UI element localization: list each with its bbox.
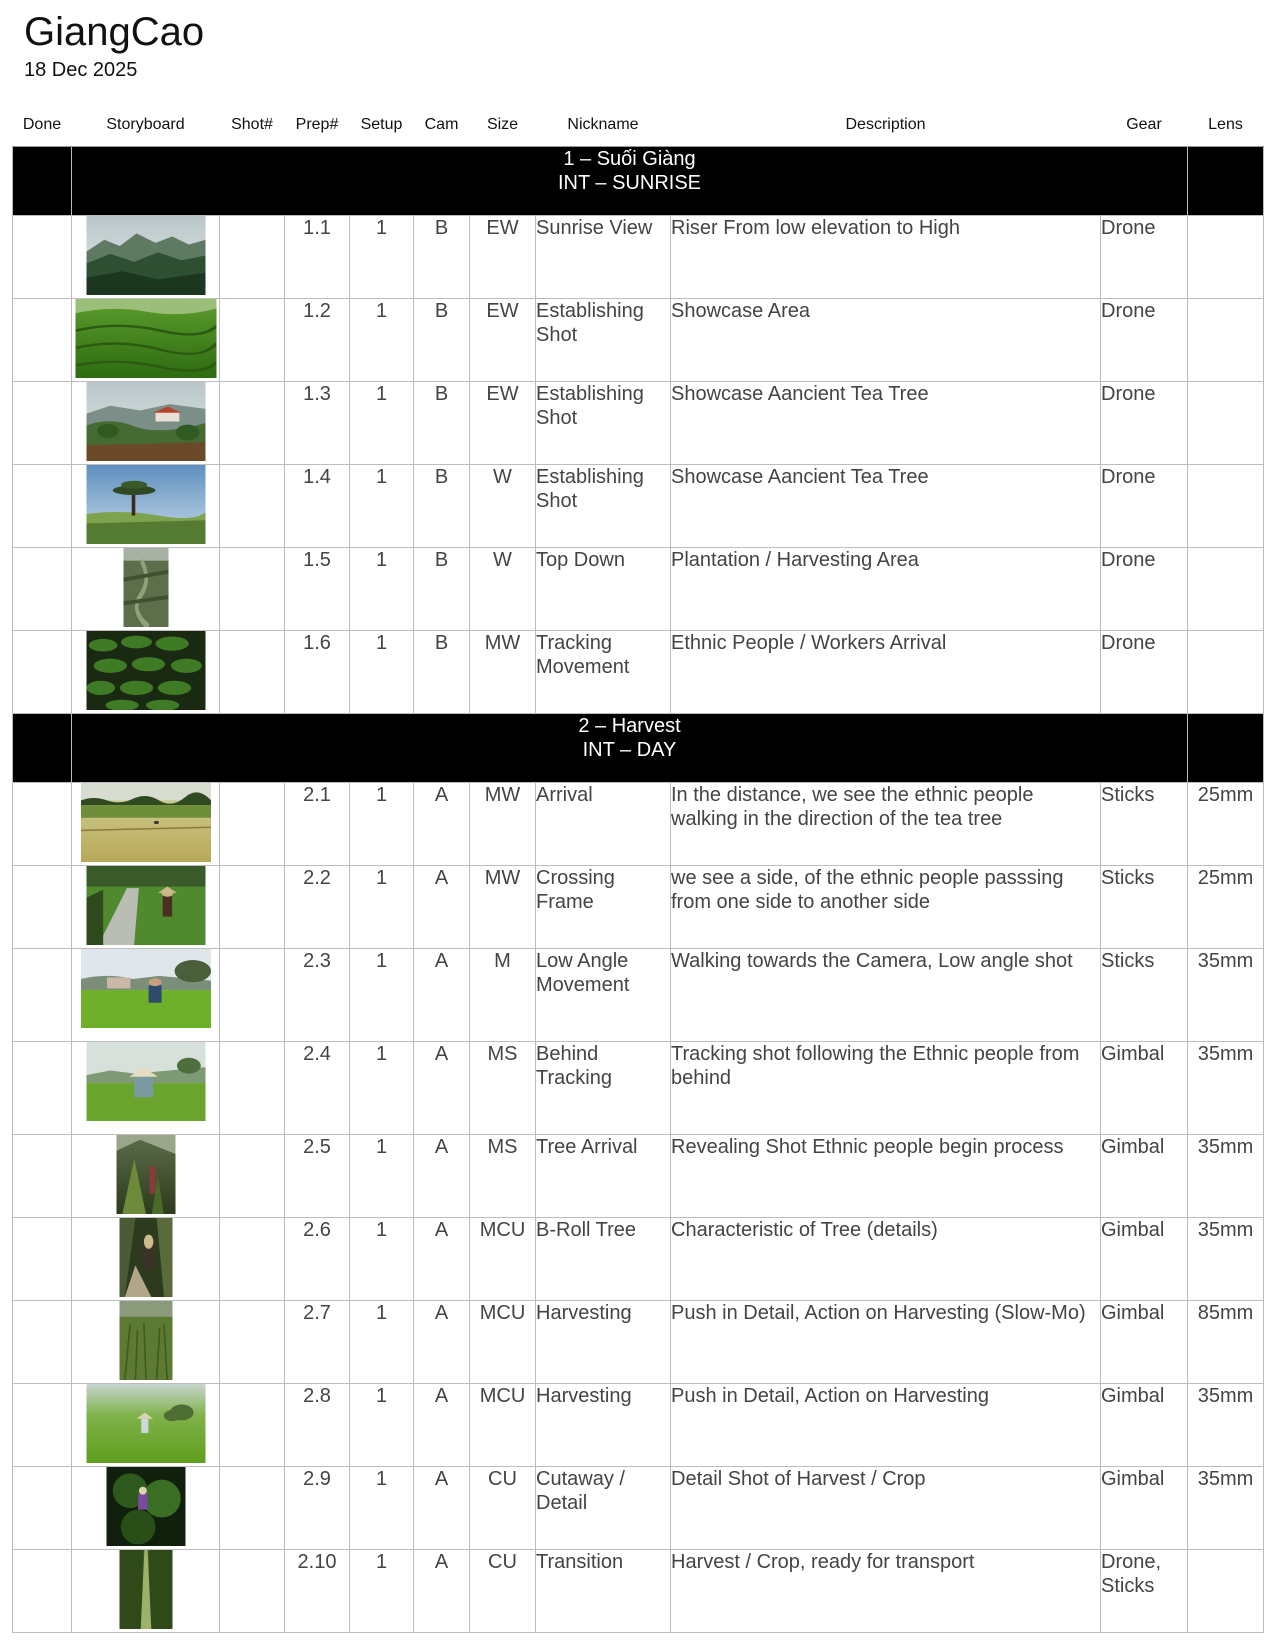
lens-cell	[1188, 465, 1264, 548]
shot-list-table	[12, 104, 1264, 1633]
top-down-path-thumbnail	[123, 548, 168, 627]
setup-cell: 1	[350, 783, 414, 866]
description-cell: Walking towards the Camera, Low angle shot	[671, 949, 1101, 1042]
gear-cell: Gimbal	[1101, 1467, 1188, 1550]
scene-heading: 2 – Harvest	[578, 715, 681, 737]
shot-number-cell	[220, 1384, 285, 1467]
nickname-cell: Transition	[536, 1550, 671, 1633]
size-cell: M	[470, 949, 536, 1042]
transition-path-thumbnail	[119, 1550, 172, 1629]
prep-number-cell: 1.1	[285, 216, 350, 299]
done-checkbox-cell[interactable]	[13, 299, 72, 382]
nickname-cell: Behind Tracking	[536, 1042, 671, 1135]
cam-cell: A	[414, 1301, 470, 1384]
col-header-nickname: Nickname	[536, 104, 671, 147]
gear-cell: Gimbal	[1101, 1218, 1188, 1301]
lens-cell	[1188, 1550, 1264, 1633]
description-cell: Showcase Aancient Tea Tree	[671, 465, 1101, 548]
setup-cell: 1	[350, 1550, 414, 1633]
shot-number-cell	[220, 1301, 285, 1384]
description-cell: Tracking shot following the Ethnic people from behind	[671, 1042, 1101, 1135]
gear-cell: Drone	[1101, 299, 1188, 382]
storyboard-cell	[72, 1135, 220, 1218]
setup-cell: 1	[350, 1301, 414, 1384]
shot-number-cell	[220, 783, 285, 866]
prep-number-cell: 2.5	[285, 1135, 350, 1218]
setup-cell: 1	[350, 1042, 414, 1135]
shot-number-cell	[220, 1467, 285, 1550]
nickname-cell: Establishing Shot	[536, 382, 671, 465]
gear-cell: Gimbal	[1101, 1042, 1188, 1135]
col-header-lens: Lens	[1188, 104, 1264, 147]
storyboard-cell	[72, 1218, 220, 1301]
field-arrival-thumbnail	[81, 783, 211, 862]
lens-cell	[1188, 382, 1264, 465]
size-cell: MCU	[470, 1218, 536, 1301]
storyboard-cell	[72, 299, 220, 382]
lone-tree-thumbnail	[86, 465, 205, 544]
description-cell: Detail Shot of Harvest / Crop	[671, 1467, 1101, 1550]
description-cell: Harvest / Crop, ready for transport	[671, 1550, 1101, 1633]
size-cell: MCU	[470, 1301, 536, 1384]
gear-cell: Sticks	[1101, 783, 1188, 866]
lens-cell: 25mm	[1188, 866, 1264, 949]
description-cell: Push in Detail, Action on Harvesting	[671, 1384, 1101, 1467]
gear-cell: Gimbal	[1101, 1301, 1188, 1384]
done-checkbox-cell[interactable]	[13, 548, 72, 631]
storyboard-cell	[72, 1467, 220, 1550]
nickname-cell: Cutaway / Detail	[536, 1467, 671, 1550]
lens-cell: 35mm	[1188, 1467, 1264, 1550]
col-header-shot: Shot#	[220, 104, 285, 147]
cam-cell: A	[414, 1467, 470, 1550]
cam-cell: B	[414, 382, 470, 465]
lens-cell: 35mm	[1188, 1135, 1264, 1218]
shot-row	[13, 1384, 1264, 1467]
cam-cell: A	[414, 1550, 470, 1633]
nickname-cell: Top Down	[536, 548, 671, 631]
header-row	[13, 104, 1264, 147]
done-checkbox-cell[interactable]	[13, 1301, 72, 1384]
nickname-cell: Tracking Movement	[536, 631, 671, 714]
setup-cell: 1	[350, 1384, 414, 1467]
nickname-cell: Establishing Shot	[536, 465, 671, 548]
cam-cell: B	[414, 548, 470, 631]
crossing-path-thumbnail	[86, 866, 205, 945]
lens-cell: 35mm	[1188, 1384, 1264, 1467]
col-header-size: Size	[470, 104, 536, 147]
lens-cell	[1188, 548, 1264, 631]
behind-tracking-thumbnail	[86, 1042, 205, 1121]
done-checkbox-cell[interactable]	[13, 465, 72, 548]
document-date: 18 Dec 2025	[24, 59, 138, 81]
col-header-gear: Gear	[1101, 104, 1188, 147]
cam-cell: A	[414, 1218, 470, 1301]
done-checkbox-cell[interactable]	[13, 631, 72, 714]
cam-cell: A	[414, 949, 470, 1042]
setup-cell: 1	[350, 465, 414, 548]
done-checkbox-cell[interactable]	[13, 1218, 72, 1301]
shot-row	[13, 299, 1264, 382]
cam-cell: A	[414, 783, 470, 866]
size-cell: EW	[470, 382, 536, 465]
cam-cell: B	[414, 631, 470, 714]
shot-row	[13, 1042, 1264, 1135]
gear-cell: Drone, Sticks	[1101, 1550, 1188, 1633]
shot-row	[13, 548, 1264, 631]
nickname-cell: Harvesting	[536, 1384, 671, 1467]
storyboard-cell	[72, 1301, 220, 1384]
setup-cell: 1	[350, 1218, 414, 1301]
scene-title-cell	[72, 714, 1188, 783]
col-header-setup: Setup	[350, 104, 414, 147]
misty-mountain-thumbnail	[86, 216, 205, 295]
nickname-cell: Crossing Frame	[536, 866, 671, 949]
gear-cell: Drone	[1101, 465, 1188, 548]
description-cell: Ethnic People / Workers Arrival	[671, 631, 1101, 714]
scene-done-cell	[13, 714, 72, 783]
shot-number-cell	[220, 216, 285, 299]
prep-number-cell: 1.3	[285, 382, 350, 465]
cutaway-bush-thumbnail	[106, 1467, 185, 1546]
description-cell: Plantation / Harvesting Area	[671, 548, 1101, 631]
harvesting-detail-thumbnail	[119, 1301, 172, 1380]
b-roll-tree-thumbnail	[119, 1218, 172, 1297]
storyboard-cell	[72, 866, 220, 949]
done-checkbox-cell[interactable]	[13, 1384, 72, 1467]
prep-number-cell: 2.7	[285, 1301, 350, 1384]
setup-cell: 1	[350, 631, 414, 714]
shot-number-cell	[220, 631, 285, 714]
done-checkbox-cell[interactable]	[13, 382, 72, 465]
setup-cell: 1	[350, 548, 414, 631]
done-checkbox-cell[interactable]	[13, 1550, 72, 1633]
description-cell: we see a side, of the ethnic people passsing from one side to another side	[671, 866, 1101, 949]
lens-cell: 35mm	[1188, 949, 1264, 1042]
done-checkbox-cell[interactable]	[13, 949, 72, 1042]
village-tea-trees-thumbnail	[86, 382, 205, 461]
nickname-cell: B-Roll Tree	[536, 1218, 671, 1301]
cam-cell: A	[414, 866, 470, 949]
shot-number-cell	[220, 866, 285, 949]
lens-cell	[1188, 216, 1264, 299]
shot-row	[13, 1467, 1264, 1550]
setup-cell: 1	[350, 216, 414, 299]
shot-row	[13, 382, 1264, 465]
shot-row	[13, 866, 1264, 949]
size-cell: CU	[470, 1550, 536, 1633]
setup-cell: 1	[350, 382, 414, 465]
size-cell: EW	[470, 299, 536, 382]
done-checkbox-cell[interactable]	[13, 783, 72, 866]
prep-number-cell: 2.6	[285, 1218, 350, 1301]
prep-number-cell: 1.6	[285, 631, 350, 714]
lens-cell: 35mm	[1188, 1218, 1264, 1301]
prep-number-cell: 2.1	[285, 783, 350, 866]
storyboard-cell	[72, 1550, 220, 1633]
done-checkbox-cell[interactable]	[13, 866, 72, 949]
scene-lens-cell	[1188, 147, 1264, 216]
storyboard-cell	[72, 382, 220, 465]
prep-number-cell: 2.9	[285, 1467, 350, 1550]
nickname-cell: Establishing Shot	[536, 299, 671, 382]
prep-number-cell: 2.2	[285, 866, 350, 949]
description-cell: Characteristic of Tree (details)	[671, 1218, 1101, 1301]
shot-row	[13, 1550, 1264, 1633]
size-cell: MW	[470, 631, 536, 714]
shot-number-cell	[220, 1218, 285, 1301]
done-checkbox-cell[interactable]	[13, 216, 72, 299]
gear-cell: Sticks	[1101, 949, 1188, 1042]
shot-number-cell	[220, 1550, 285, 1633]
nickname-cell: Low Angle Movement	[536, 949, 671, 1042]
lens-cell	[1188, 631, 1264, 714]
scene-title-cell	[72, 147, 1188, 216]
shot-row	[13, 949, 1264, 1042]
storyboard-cell	[72, 1384, 220, 1467]
cam-cell: A	[414, 1135, 470, 1218]
description-cell: Showcase Area	[671, 299, 1101, 382]
shot-number-cell	[220, 548, 285, 631]
shot-number-cell	[220, 465, 285, 548]
shot-row	[13, 465, 1264, 548]
col-header-cam: Cam	[414, 104, 470, 147]
gear-cell: Drone	[1101, 548, 1188, 631]
nickname-cell: Sunrise View	[536, 216, 671, 299]
lens-cell: 25mm	[1188, 783, 1264, 866]
gear-cell: Drone	[1101, 216, 1188, 299]
done-checkbox-cell[interactable]	[13, 1467, 72, 1550]
shot-row	[13, 631, 1264, 714]
size-cell: EW	[470, 216, 536, 299]
prep-number-cell: 1.5	[285, 548, 350, 631]
storyboard-cell	[72, 548, 220, 631]
lens-cell	[1188, 299, 1264, 382]
prep-number-cell: 1.2	[285, 299, 350, 382]
setup-cell: 1	[350, 866, 414, 949]
lens-cell: 35mm	[1188, 1042, 1264, 1135]
col-header-prep: Prep#	[285, 104, 350, 147]
cam-cell: B	[414, 216, 470, 299]
tree-arrival-thumbnail	[116, 1135, 175, 1214]
col-header-storyboard: Storyboard	[72, 104, 220, 147]
storyboard-cell	[72, 216, 220, 299]
size-cell: MS	[470, 1135, 536, 1218]
setup-cell: 1	[350, 299, 414, 382]
shot-row	[13, 783, 1264, 866]
size-cell: W	[470, 465, 536, 548]
tea-hills-thumbnail	[75, 299, 216, 378]
gear-cell: Gimbal	[1101, 1384, 1188, 1467]
gear-cell: Gimbal	[1101, 1135, 1188, 1218]
prep-number-cell: 2.3	[285, 949, 350, 1042]
scene-header-row	[13, 714, 1264, 783]
prep-number-cell: 2.10	[285, 1550, 350, 1633]
document-title: GiangCao	[24, 10, 205, 54]
gear-cell: Sticks	[1101, 866, 1188, 949]
size-cell: W	[470, 548, 536, 631]
scene-done-cell	[13, 147, 72, 216]
terraced-bushes-thumbnail	[86, 631, 205, 710]
nickname-cell: Arrival	[536, 783, 671, 866]
description-cell: Revealing Shot Ethnic people begin process	[671, 1135, 1101, 1218]
nickname-cell: Tree Arrival	[536, 1135, 671, 1218]
scene-heading: 1 – Suối Giàng	[563, 148, 696, 170]
description-cell: In the distance, we see the ethnic people walking in the direction of the tea tree	[671, 783, 1101, 866]
prep-number-cell: 2.8	[285, 1384, 350, 1467]
gear-cell: Drone	[1101, 382, 1188, 465]
size-cell: MW	[470, 783, 536, 866]
size-cell: MCU	[470, 1384, 536, 1467]
cam-cell: B	[414, 299, 470, 382]
size-cell: MS	[470, 1042, 536, 1135]
cam-cell: A	[414, 1042, 470, 1135]
shot-number-cell	[220, 949, 285, 1042]
low-angle-walker-thumbnail	[81, 949, 211, 1028]
size-cell: MW	[470, 866, 536, 949]
shot-row	[13, 216, 1264, 299]
shot-row	[13, 1218, 1264, 1301]
scene-header-row	[13, 147, 1264, 216]
storyboard-cell	[72, 783, 220, 866]
harvest-field-thumbnail	[86, 1384, 205, 1463]
setup-cell: 1	[350, 1135, 414, 1218]
storyboard-cell	[72, 465, 220, 548]
shot-number-cell	[220, 382, 285, 465]
storyboard-cell	[72, 631, 220, 714]
scene-subheading: INT – DAY	[582, 739, 677, 761]
col-header-description: Description	[671, 104, 1101, 147]
gear-cell: Drone	[1101, 631, 1188, 714]
description-cell: Showcase Aancient Tea Tree	[671, 382, 1101, 465]
shot-number-cell	[220, 299, 285, 382]
scene-lens-cell	[1188, 714, 1264, 783]
done-checkbox-cell[interactable]	[13, 1135, 72, 1218]
prep-number-cell: 1.4	[285, 465, 350, 548]
lens-cell: 85mm	[1188, 1301, 1264, 1384]
cam-cell: A	[414, 1384, 470, 1467]
shot-number-cell	[220, 1042, 285, 1135]
prep-number-cell: 2.4	[285, 1042, 350, 1135]
storyboard-cell	[72, 1042, 220, 1135]
storyboard-cell	[72, 949, 220, 1042]
shot-number-cell	[220, 1135, 285, 1218]
size-cell: CU	[470, 1467, 536, 1550]
col-header-done: Done	[13, 104, 72, 147]
done-checkbox-cell[interactable]	[13, 1042, 72, 1135]
setup-cell: 1	[350, 1467, 414, 1550]
description-cell: Riser From low elevation to High	[671, 216, 1101, 299]
description-cell: Push in Detail, Action on Harvesting (Slow-Mo)	[671, 1301, 1101, 1384]
shot-row	[13, 1301, 1264, 1384]
scene-subheading: INT – SUNRISE	[558, 172, 701, 194]
shot-row	[13, 1135, 1264, 1218]
cam-cell: B	[414, 465, 470, 548]
nickname-cell: Harvesting	[536, 1301, 671, 1384]
setup-cell: 1	[350, 949, 414, 1042]
